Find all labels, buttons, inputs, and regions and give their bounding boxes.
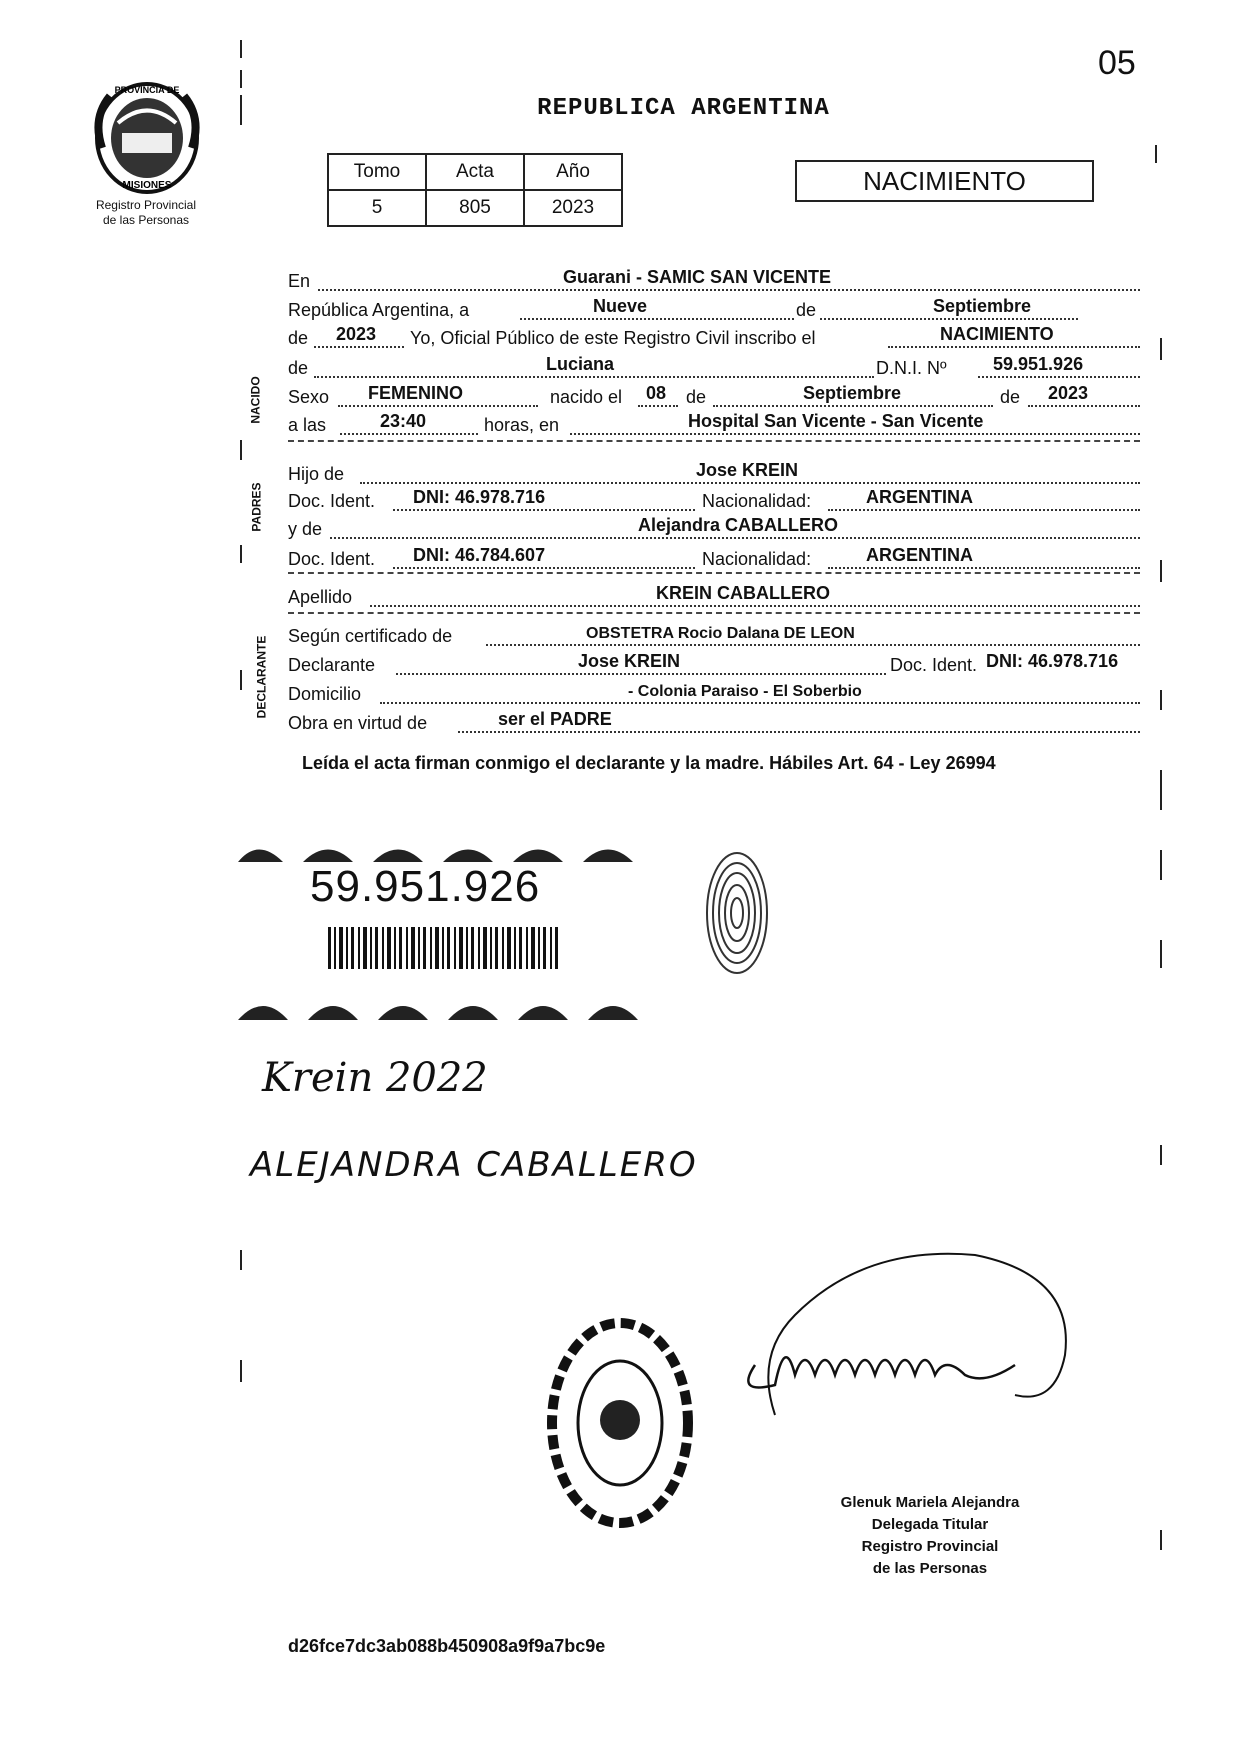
label-hijo-de: Hijo de — [288, 464, 345, 484]
dotted-line — [393, 567, 695, 569]
fingerprint — [702, 848, 772, 978]
dotted-line — [713, 405, 993, 407]
dotted-line — [314, 346, 404, 348]
dotted-line — [1028, 405, 1140, 407]
value-anio: 2023 — [524, 190, 622, 226]
margin-mark — [240, 670, 242, 690]
page-number: 05 — [1098, 44, 1136, 82]
official-org-1: Registro Provincial — [861, 1538, 999, 1555]
label-nacionalidad: Nacionalidad: — [702, 491, 812, 511]
dotted-line — [380, 702, 1140, 704]
dotted-line — [338, 405, 538, 407]
label-doc-ident: Doc. Ident. — [288, 549, 376, 569]
value-padre: Jose KREIN — [696, 460, 799, 480]
value-nac-mes: Septiembre — [803, 383, 902, 403]
value-declarante-dni: DNI: 46.978.716 — [986, 651, 1119, 671]
header-acta: Acta — [426, 154, 524, 190]
act-type-box: NACIMIENTO — [795, 160, 1094, 202]
label-en: En — [288, 271, 311, 291]
header-tomo: Tomo — [328, 154, 426, 190]
value-madre-dni: DNI: 46.784.607 — [413, 545, 546, 565]
label-sexo: Sexo — [288, 387, 330, 407]
value-nombre: Luciana — [546, 354, 615, 374]
row-padre-doc — [288, 488, 1140, 514]
official-seal — [545, 1315, 695, 1530]
row-apellido — [288, 584, 1140, 610]
row-domicilio — [288, 681, 1140, 707]
dotted-line — [828, 509, 1140, 511]
official-org-2: de las Personas — [872, 1560, 988, 1577]
section-divider — [288, 612, 1140, 614]
margin-mark — [1155, 145, 1157, 163]
margin-mark — [240, 70, 242, 88]
label-segun: Según certificado de — [288, 626, 453, 646]
value-lugar-nac: Hospital San Vicente - San Vicente — [688, 411, 984, 431]
value-dia: Nueve — [593, 296, 648, 316]
margin-mark — [240, 440, 242, 460]
value-nac-dia: 08 — [646, 383, 667, 403]
value-nac-anio: 2023 — [1048, 383, 1089, 403]
barcode-number: 59.951.926 — [310, 862, 541, 911]
label-nacionalidad: Nacionalidad: — [702, 549, 812, 569]
value-padre-nac: ARGENTINA — [866, 487, 973, 507]
label-dni: D.N.I. Nº — [876, 358, 947, 378]
row-fecha — [288, 297, 1140, 323]
value-domicilio: - Colonia Paraiso - El Soberbio — [628, 683, 862, 700]
document-title: REPUBLICA ARGENTINA — [537, 95, 830, 122]
margin-mark — [1160, 850, 1162, 880]
closing-note: Leída el acta firman conmigo el declarante y la madre. Hábiles Art. 64 - Ley 26994 — [302, 753, 996, 773]
dotted-line — [570, 433, 1140, 435]
logo-top-text: PROVINCIA DE — [114, 85, 180, 95]
section-divider — [288, 572, 1140, 574]
dotted-line — [458, 731, 1140, 733]
row-hora — [288, 412, 1140, 438]
row-obra — [288, 710, 1140, 736]
margin-mark — [1160, 940, 1162, 968]
dotted-line — [486, 644, 1140, 646]
logo-bottom-text: MISIONES — [122, 180, 172, 191]
dotted-line — [318, 289, 1140, 291]
label-yo: Yo, Oficial Público de este Registro Civil inscribo el — [410, 328, 816, 348]
section-nacido: NACIDO — [248, 376, 263, 424]
value-madre-nac: ARGENTINA — [866, 545, 973, 565]
dotted-line — [330, 537, 1140, 539]
margin-mark — [240, 545, 242, 563]
label-obra: Obra en virtud de — [288, 713, 428, 733]
dotted-line — [360, 482, 1140, 484]
label-declarante: Declarante — [288, 655, 376, 675]
label-y-de: y de — [288, 519, 323, 539]
margin-mark — [240, 1250, 242, 1270]
row-madre — [288, 516, 1140, 542]
row-anio-tipo — [288, 325, 1140, 351]
value-sexo: FEMENINO — [368, 383, 464, 403]
row-certificado — [288, 623, 1140, 649]
label-a-las: a las — [288, 415, 327, 435]
document-hash: d26fce7dc3ab088b450908a9f9a7bc9e — [288, 1636, 606, 1656]
dotted-line — [314, 376, 874, 378]
dotted-line — [888, 346, 1140, 348]
label-de: de — [288, 358, 309, 378]
margin-mark — [1160, 1530, 1162, 1550]
label-republica: República Argentina, a — [288, 300, 470, 320]
value-certificado: OBSTETRA Rocio Dalana DE LEON — [586, 625, 855, 642]
value-madre: Alejandra CABALLERO — [638, 515, 839, 535]
dotted-line — [340, 433, 478, 435]
label-de: de — [288, 328, 309, 348]
margin-mark — [1160, 1145, 1162, 1165]
label-apellido: Apellido — [288, 587, 353, 607]
row-padre — [288, 461, 1140, 487]
official-role: Delegada Titular — [871, 1516, 989, 1533]
label-de: de — [796, 300, 817, 320]
margin-mark — [1160, 690, 1162, 710]
label-de: de — [686, 387, 707, 407]
value-padre-dni: DNI: 46.978.716 — [413, 487, 546, 507]
section-declarante: DECLARANTE — [254, 635, 269, 719]
dotted-line — [828, 567, 1140, 569]
official-name: Glenuk Mariela Alejandra — [840, 1494, 1020, 1511]
dotted-line — [638, 405, 678, 407]
dotted-line — [393, 509, 695, 511]
value-apellido: KREIN CABALLERO — [656, 583, 830, 603]
barcode — [328, 927, 558, 969]
row-madre-doc — [288, 546, 1140, 572]
margin-mark — [240, 40, 242, 58]
father-signature: Krein 2022 — [262, 1055, 488, 1101]
row-lugar — [288, 268, 1140, 294]
label-de: de — [1000, 387, 1021, 407]
value-declarante: Jose KREIN — [578, 651, 681, 671]
label-horas-en: horas, en — [484, 415, 560, 435]
value-tomo: 5 — [328, 190, 426, 226]
value-tipo: NACIMIENTO — [940, 324, 1054, 344]
dotted-line — [396, 673, 886, 675]
header-anio: Año — [524, 154, 622, 190]
margin-mark — [1160, 770, 1162, 810]
row-sexo — [288, 384, 1140, 410]
label-doc-ident: Doc. Ident. — [890, 655, 978, 675]
official-block — [810, 1492, 1050, 1580]
margin-mark — [1160, 338, 1162, 360]
row-nombre — [288, 355, 1140, 381]
dotted-line — [370, 605, 1140, 607]
value-obra: ser el PADRE — [498, 709, 612, 729]
value-hora: 23:40 — [380, 411, 427, 431]
section-divider — [288, 440, 1140, 442]
official-signature-scribble — [715, 1235, 1085, 1465]
value-lugar: Guarani - SAMIC SAN VICENTE — [563, 267, 832, 287]
label-domicilio: Domicilio — [288, 684, 362, 704]
label-doc-ident: Doc. Ident. — [288, 491, 376, 511]
margin-mark — [240, 1360, 242, 1382]
dotted-line — [978, 376, 1140, 378]
row-declarante — [288, 652, 1140, 678]
registry-table — [327, 153, 623, 227]
value-mes: Septiembre — [933, 296, 1032, 316]
value-acta: 805 — [426, 190, 524, 226]
label-nacido-el: nacido el — [550, 387, 623, 407]
mother-signature: ALEJANDRA CABALLERO — [250, 1145, 698, 1185]
logo-caption — [76, 198, 216, 228]
section-padres: PADRES — [249, 482, 264, 532]
margin-mark — [1160, 560, 1162, 582]
value-anio: 2023 — [336, 324, 377, 344]
logo-caption-line-1: Registro Provincial — [95, 198, 197, 212]
logo-caption-line-2: de las Personas — [102, 213, 190, 227]
value-dni: 59.951.926 — [993, 354, 1084, 374]
